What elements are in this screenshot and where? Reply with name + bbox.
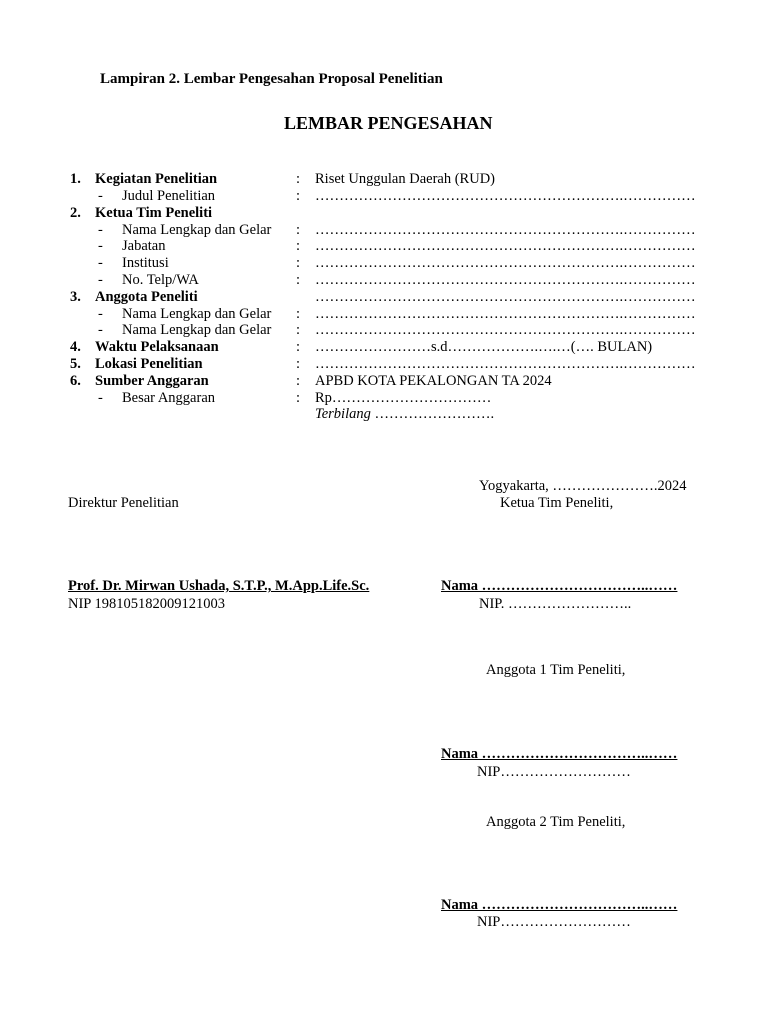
row-colon: : xyxy=(296,356,301,372)
row-label: Nama Lengkap dan Gelar xyxy=(122,322,272,338)
leader-title: Ketua Tim Peneliti, xyxy=(500,495,614,511)
form-row xyxy=(0,373,768,390)
row-value: APBD KOTA PEKALONGAN TA 2024 xyxy=(315,373,552,389)
form-row xyxy=(0,238,768,255)
leader-name: Nama ……………………………..…… xyxy=(441,578,678,594)
director-name: Prof. Dr. Mirwan Ushada, S.T.P., M.App.Life.Sc. xyxy=(68,578,370,594)
member2-nip: NIP……………………… xyxy=(477,914,631,930)
form-row xyxy=(0,222,768,239)
member1-name: Nama ……………………………..…… xyxy=(441,746,678,762)
row-value: ……………………………………………………….…………… xyxy=(315,238,696,254)
form-row xyxy=(0,356,768,373)
form-row xyxy=(0,205,768,222)
row-label: Besar Anggaran xyxy=(122,390,216,406)
form-row xyxy=(0,255,768,272)
row-value: ……………………………………………………….…………… xyxy=(315,289,696,305)
row-value: Riset Unggulan Daerah (RUD) xyxy=(315,171,495,187)
form-row xyxy=(0,272,768,289)
row-value: ……………………………………………………….…………… xyxy=(315,306,696,322)
row-colon: : xyxy=(296,188,301,204)
form-row xyxy=(0,188,768,205)
leader-nip: NIP. …………………….. xyxy=(479,596,632,612)
row-value: ……………………………………………………….…………… xyxy=(315,272,696,288)
form-row xyxy=(0,322,768,339)
member1-nip: NIP……………………… xyxy=(477,764,631,780)
row-dash: - xyxy=(98,390,103,406)
terbilang-word: Terbilang xyxy=(315,406,371,422)
row-number: 3. xyxy=(70,289,81,305)
row-colon: : xyxy=(296,306,301,322)
row-dash: - xyxy=(98,188,103,204)
row-value: ……………………………………………………….…………… xyxy=(315,356,696,372)
row-value: ……………………………………………………….…………… xyxy=(315,255,696,271)
row-dash: - xyxy=(98,306,103,322)
row-colon: : xyxy=(296,272,301,288)
row-label: Waktu Pelaksanaan xyxy=(95,339,219,355)
director-nip: NIP 198105182009121003 xyxy=(68,596,225,612)
terbilang-row xyxy=(0,406,768,423)
page-title: LEMBAR PENGESAHAN xyxy=(284,113,493,133)
row-label: Lokasi Penelitian xyxy=(95,356,203,372)
row-number: 4. xyxy=(70,339,81,355)
row-dash: - xyxy=(98,222,103,238)
row-number: 5. xyxy=(70,356,81,372)
row-colon: : xyxy=(296,171,301,187)
row-value: ……………………………………………………….…………… xyxy=(315,188,696,204)
row-label: Sumber Anggaran xyxy=(95,373,209,389)
row-value: ……………………s.d……………….….…(…. BULAN) xyxy=(315,339,653,355)
row-label: Ketua Tim Peneliti xyxy=(95,205,213,221)
row-label: Jabatan xyxy=(122,238,166,254)
row-value: ……………………………………………………….…………… xyxy=(315,222,696,238)
row-label: Anggota Peneliti xyxy=(95,289,198,305)
row-number: 6. xyxy=(70,373,81,389)
row-dash: - xyxy=(98,322,103,338)
member2-title: Anggota 2 Tim Peneliti, xyxy=(486,814,626,830)
terbilang-text xyxy=(315,406,494,423)
member1-title: Anggota 1 Tim Peneliti, xyxy=(486,662,626,678)
row-label: Nama Lengkap dan Gelar xyxy=(122,306,272,322)
row-label: Institusi xyxy=(122,255,169,271)
director-title: Direktur Penelitian xyxy=(68,495,179,511)
row-colon: : xyxy=(296,322,301,338)
row-colon: : xyxy=(296,339,301,355)
row-label: Judul Penelitian xyxy=(122,188,216,204)
form-row xyxy=(0,306,768,323)
form-row xyxy=(0,390,768,407)
row-colon: : xyxy=(296,255,301,271)
form-row xyxy=(0,339,768,356)
row-colon: : xyxy=(296,373,301,389)
form-row xyxy=(0,289,768,306)
row-dash: - xyxy=(98,238,103,254)
member2-name: Nama ……………………………..…… xyxy=(441,897,678,913)
row-number: 2. xyxy=(70,205,81,221)
row-number: 1. xyxy=(70,171,81,187)
row-value: Rp…………………………… xyxy=(315,390,492,406)
attachment-heading: Lampiran 2. Lembar Pengesahan Proposal Penelitian xyxy=(100,71,443,87)
row-colon: : xyxy=(296,222,301,238)
terbilang-dots: ……………………. xyxy=(370,406,495,422)
row-dash: - xyxy=(98,272,103,288)
form-row xyxy=(0,171,768,188)
row-label: Kegiatan Penelitian xyxy=(95,171,218,187)
row-colon: : xyxy=(296,238,301,254)
row-label: No. Telp/WA xyxy=(122,272,199,288)
row-colon: : xyxy=(296,390,301,406)
row-label: Nama Lengkap dan Gelar xyxy=(122,222,272,238)
row-dash: - xyxy=(98,255,103,271)
place-date: Yogyakarta, ………………….2024 xyxy=(479,478,687,494)
row-value: ……………………………………………………….…………… xyxy=(315,322,696,338)
